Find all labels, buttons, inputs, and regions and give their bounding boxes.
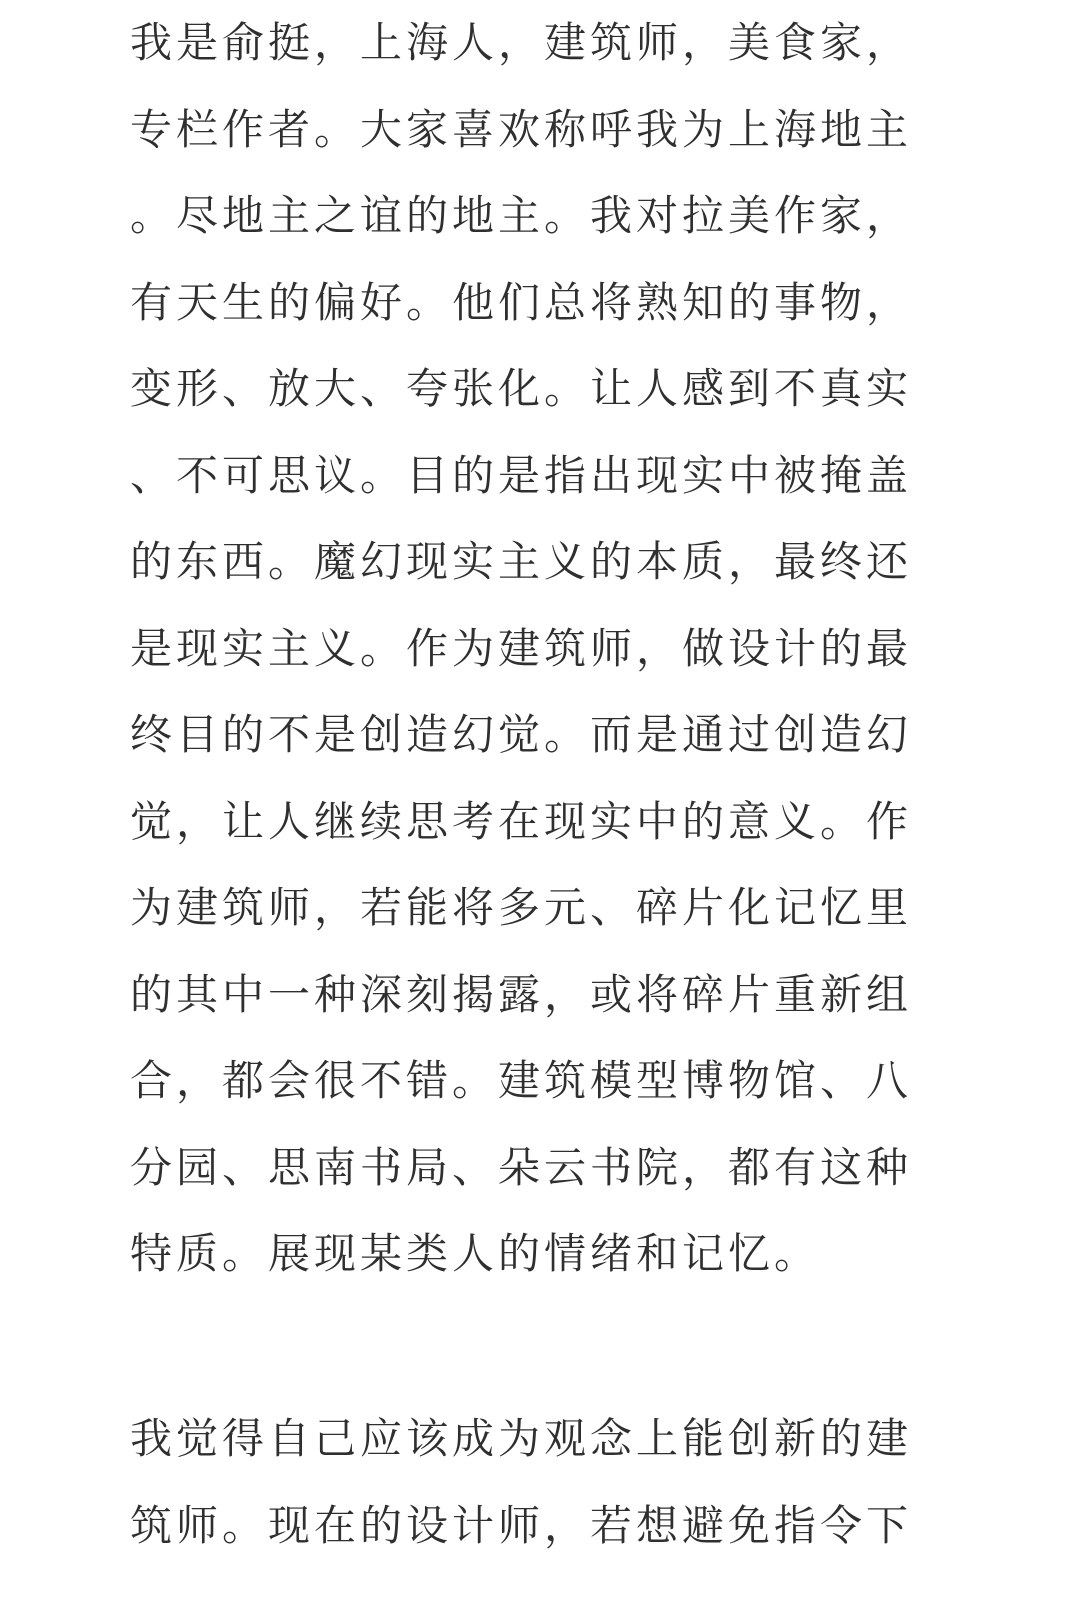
text-line: 专栏作者。大家喜欢称呼我为上海地主 [130, 104, 913, 154]
text-line: 的其中一种深刻揭露，或将碎片重新组 [130, 969, 913, 1019]
text-line: 。尽地主之谊的地主。我对拉美作家， [130, 191, 913, 240]
text-line: 是现实主义。作为建筑师，做设计的最 [130, 623, 913, 673]
text-line: 我觉得自己应该成为观念上能创新的建 [130, 1414, 913, 1463]
text-line: 的东西。魔幻现实主义的本质，最终还 [130, 537, 913, 586]
text-line: 变形、放大、夸张化。让人感到不真实 [130, 364, 913, 413]
text-line: 筑师。现在的设计师，若想避免指令下 [130, 1500, 913, 1550]
text-line: 觉，让人继续思考在现实中的意义。作 [130, 796, 913, 846]
text-line: 有天生的偏好。他们总将熟知的事物， [130, 277, 913, 327]
text-line: 特质。展现某类人的情绪和记忆。 [130, 1229, 821, 1278]
text-line: 合，都会很不错。建筑模型博物馆、八 [130, 1056, 913, 1105]
paragraph-1 [130, 0, 912, 1298]
paragraph-2 [130, 1396, 912, 1569]
text-line: 终目的不是创造幻觉。而是通过创造幻 [130, 710, 913, 759]
text-line: 分园、思南书局、朵云书院，都有这种 [130, 1142, 913, 1192]
text-line: 、不可思议。目的是指出现实中被掩盖 [130, 450, 913, 500]
text-line: 为建筑师，若能将多元、碎片化记忆里 [130, 883, 913, 932]
text-line: 我是俞挺，上海人，建筑师，美食家， [130, 18, 913, 67]
